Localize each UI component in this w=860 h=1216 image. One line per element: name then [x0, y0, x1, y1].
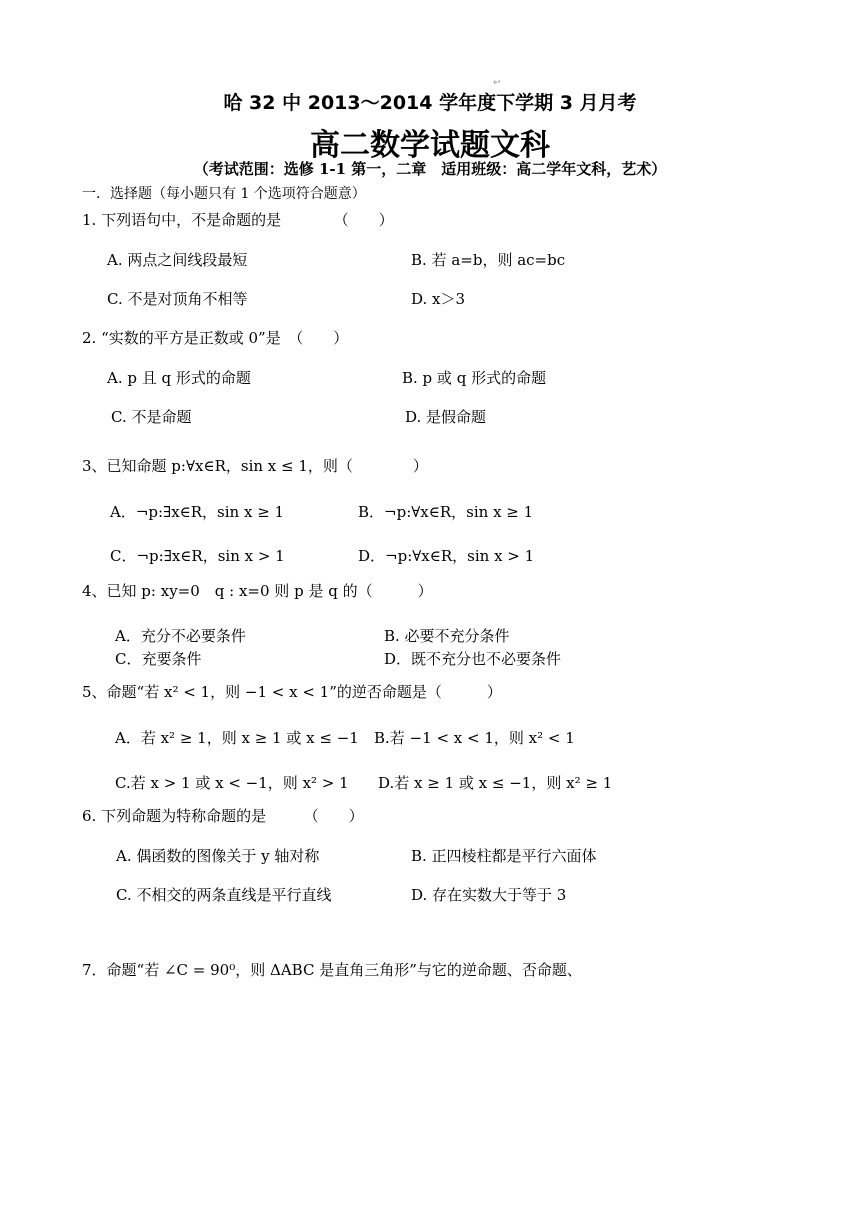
question-5-option-d: D.若 x ≥ 1 或 x ≤ −1，则 x² ≥ 1: [378, 774, 613, 792]
question-2-option-c: C. 不是命题: [111, 408, 192, 426]
question-3-option-c: C．¬p:∃x∈R，sin x > 1: [110, 547, 285, 565]
question-5-option-b: B.若 −1 < x < 1，则 x² < 1: [374, 729, 575, 747]
question-4-option-d: D．既不充分也不必要条件: [384, 650, 562, 668]
exam-title: 哈 32 中 2013～2014 学年度下学期 3 月月考: [223, 92, 637, 114]
question-4-option-c: C．充要条件: [115, 650, 202, 668]
question-7-stem: 7．命题“若 ∠C = 90⁰，则 ΔABC 是直角三角形”与它的逆命题、否命题、: [82, 961, 582, 979]
question-4-stem: 4、已知 p: xy=0 q : x=0 则 p 是 q 的（ ）: [82, 582, 433, 600]
question-1-option-c: C. 不是对顶角不相等: [107, 290, 248, 308]
question-5-stem: 5、命题“若 x² < 1，则 −1 < x < 1”的逆否命题是（ ）: [82, 683, 502, 701]
exam-scope: （考试范围：选修 1-1 第一，二章 适用班级：高二学年文科，艺术）: [193, 160, 667, 178]
question-1-option-a: A. 两点之间线段最短: [107, 251, 248, 269]
question-6-option-a: A. 偶函数的图像关于 y 轴对称: [116, 847, 320, 865]
question-6-option-b: B. 正四棱柱都是平行六面体: [411, 847, 597, 865]
question-4-option-b: B. 必要不充分条件: [384, 627, 510, 645]
question-2-stem: 2. “实数的平方是正数或 0”是 （ ）: [82, 329, 349, 347]
question-3-option-a: A．¬p:∃x∈R，sin x ≥ 1: [110, 503, 285, 521]
exam-subtitle: 高二数学试题文科: [310, 128, 550, 163]
question-1-stem: 1. 下列语句中，不是命题的是 （ ）: [82, 211, 394, 229]
question-6-stem: 6. 下列命题为特称命题的是 （ ）: [82, 807, 364, 825]
question-1-option-d: D. x＞3: [411, 290, 466, 308]
question-1-option-b: B. 若 a=b，则 ac=bc: [411, 251, 566, 269]
question-6-option-d: D. 存在实数大于等于 3: [411, 886, 567, 904]
question-2-option-d: D. 是假命题: [405, 408, 487, 426]
question-3-option-b: B．¬p:∀x∈R，sin x ≥ 1: [358, 503, 534, 521]
question-3-stem: 3、已知命题 p:∀x∈R，sin x ≤ 1，则（ ）: [82, 457, 428, 475]
question-6-option-c: C. 不相交的两条直线是平行直线: [116, 886, 332, 904]
question-4-option-a: A．充分不必要条件: [115, 627, 246, 645]
question-2-option-b: B. p 或 q 形式的命题: [402, 369, 547, 387]
paragraph-mark: ↩: [493, 78, 501, 88]
question-3-option-d: D．¬p:∀x∈R，sin x > 1: [358, 547, 535, 565]
question-2-option-a: A. p 且 q 形式的命题: [107, 369, 251, 387]
section-heading: 一．选择题（每小题只有 1 个选项符合题意）: [82, 186, 366, 202]
question-5-option-a: A．若 x² ≥ 1，则 x ≥ 1 或 x ≤ −1: [115, 729, 359, 747]
question-5-option-c: C.若 x > 1 或 x < −1，则 x² > 1: [115, 774, 349, 792]
